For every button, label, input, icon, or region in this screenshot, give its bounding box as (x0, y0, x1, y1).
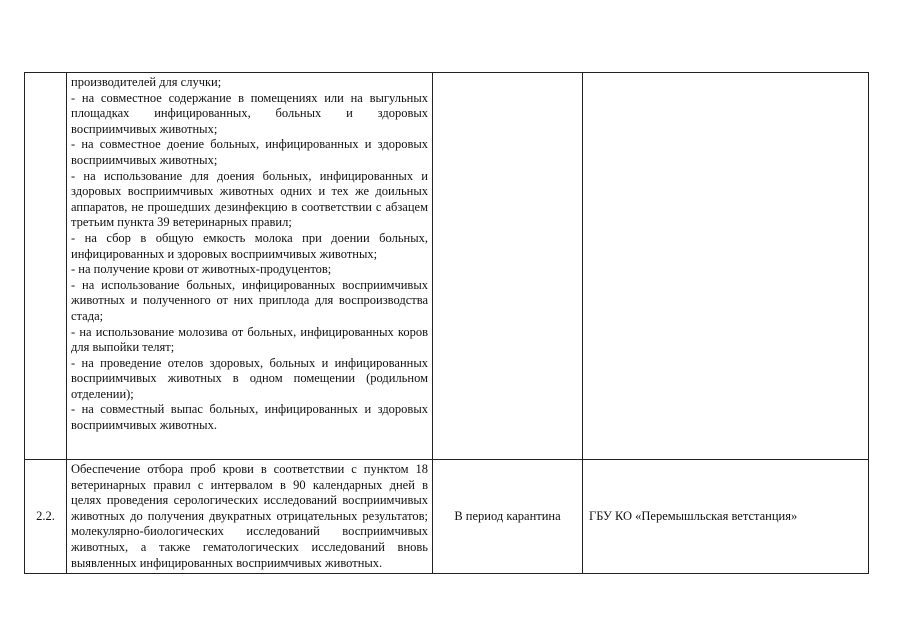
table-row (25, 460, 869, 574)
table-row (25, 73, 869, 460)
measure-description-cell (67, 73, 433, 460)
responsible-cell: ГБУ КО «Перемышльская ветстанция» (583, 460, 869, 574)
measure-line: - на совместное содержание в помещениях или на выгульных площадках инфицированных, больных и здоровых восприимчивых животных; (71, 90, 428, 136)
measure-line: - на использование молозива от больных, инфицированных коров для выпойки телят; (71, 324, 428, 355)
measure-line: - на использование больных, инфицированных восприимчивых животных и полученного от них приплода для воспроизводства стада; (71, 277, 428, 323)
responsible-cell (583, 73, 869, 460)
measure-description-cell (67, 460, 433, 574)
period-cell: В период карантина (433, 460, 583, 574)
measure-line: производителей для случки; (71, 75, 222, 89)
measures-table (24, 72, 869, 574)
measure-text: Обеспечение отбора проб крови в соответствии с пунктом 18 ветеринарных правил с интервалом в 90 календарных дней в целях проведения серологических исследований восприимчивых животных до получения двукратных отрицательных результатов; молекулярно-биологических исследований восприимчивых животных, а также гематологических исследований вновь выявленных инфицированных восприимчивых животных. (71, 462, 428, 570)
row-number-cell (25, 73, 67, 460)
period-cell (433, 73, 583, 460)
measure-line: - на совместный выпас больных, инфицированных и здоровых восприимчивых животных. (71, 402, 428, 433)
measure-line: - на сбор в общую емкость молока при доении больных, инфицированных и здоровых восприимчивых животных; (71, 230, 428, 261)
row-number-cell: 2.2. (25, 460, 67, 574)
measure-line: - на получение крови от животных-продуцентов; (71, 262, 332, 277)
measure-line: - на совместное доение больных, инфицированных и здоровых восприимчивых животных; (71, 137, 428, 167)
measure-line: - на использование для доения больных, инфицированных и здоровых восприимчивых животных одних и тех же доильных аппаратов, не прошедших дезинфекцию в соответствии с абзацем третьим пункта 39 ветеринарных правил; (71, 168, 428, 230)
measure-line: - на проведение отелов здоровых, больных и инфицированных восприимчивых животных в одном помещении (родильном отделении); (71, 355, 428, 401)
